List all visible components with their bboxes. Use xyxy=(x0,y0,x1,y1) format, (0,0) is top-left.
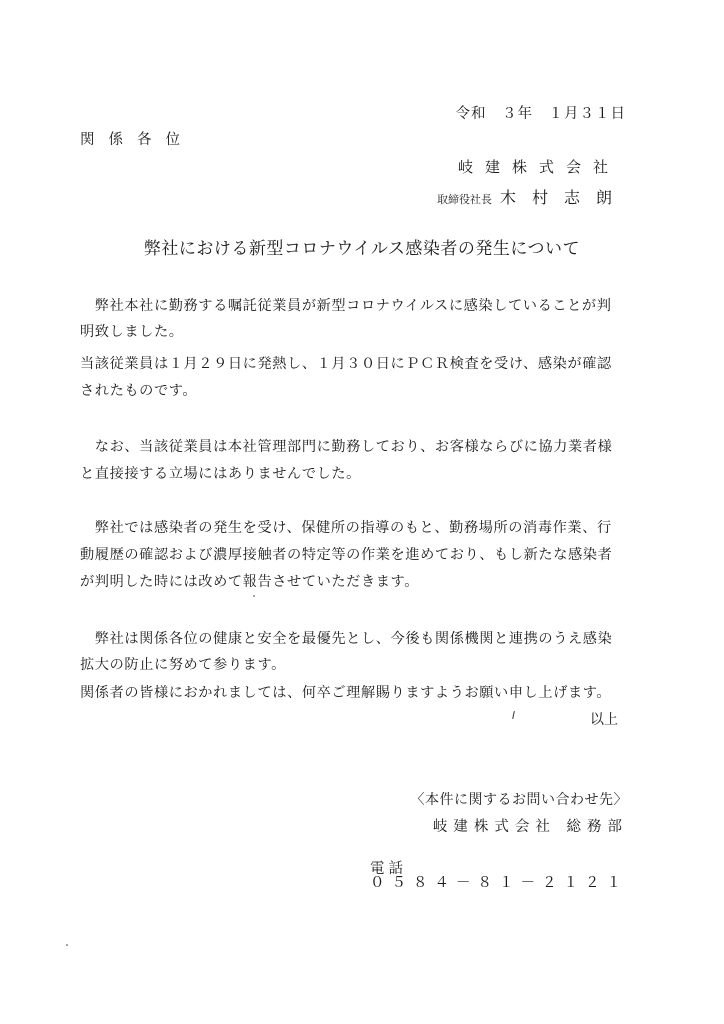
document-date: 令和 ３年 １月３１日 xyxy=(455,106,626,122)
recipient-line: 関係各位 xyxy=(80,132,194,148)
contact-company: 岐建株式会社 総務部 xyxy=(432,819,628,835)
body-line: 弊社では感染者の発生を受け、保健所の指導のもと、勤務場所の消毒作業、行 xyxy=(80,520,612,536)
closing-remark: 以上 xyxy=(590,712,618,728)
issuer-representative xyxy=(437,190,628,206)
body-line: 当該従業員は１月２９日に発熱し、１月３０日にＰＣＲ検査を受け、感染が確認 xyxy=(80,356,612,372)
issuer-company: 岐建株式会社 xyxy=(457,158,620,176)
contact-heading: 〈本件に関するお問い合わせ先〉 xyxy=(410,792,628,808)
body-line: と直接接する立場にはありませんでした。 xyxy=(80,466,361,482)
contact-phone xyxy=(352,847,628,905)
body-line: 関係者の皆様におかれましては、何卒ご理解賜りますようお願い申し上げます。 xyxy=(80,685,612,701)
scan-speck xyxy=(66,944,68,946)
document-title: 弊社における新型コロナウイルス感染者の発生について xyxy=(143,239,581,259)
phone-label: 電話 xyxy=(370,860,407,877)
scan-speck xyxy=(253,595,255,597)
body-line: 弊社本社に勤務する嘱託従業員が新型コロナウイルスに感染していることが判 xyxy=(80,298,612,314)
body-line: 明致しました。 xyxy=(80,324,184,340)
body-line: なお、当該従業員は本社管理部門に勤務しており、お客様ならびに協力業者様 xyxy=(80,439,613,455)
body-line: 拡大の防止に努めて参ります。 xyxy=(80,657,286,673)
body-line: 動履歴の確認および濃厚接触者の特定等の作業を進めており、もし新たな感染者 xyxy=(80,547,613,563)
scan-mark xyxy=(512,711,515,719)
body-line: されたものです。 xyxy=(80,383,198,399)
body-line: が判明した時には改めて報告させていただきます。 xyxy=(80,574,419,590)
body-line: 弊社は関係各位の健康と安全を最優先とし、今後も関係機関と連携のうえ感染 xyxy=(80,631,613,647)
phone-number: ０５８４－８１－２１２１ xyxy=(370,875,628,891)
representative-name: 木村志朗 xyxy=(499,188,628,207)
representative-title: 取締役社長 xyxy=(436,193,492,206)
